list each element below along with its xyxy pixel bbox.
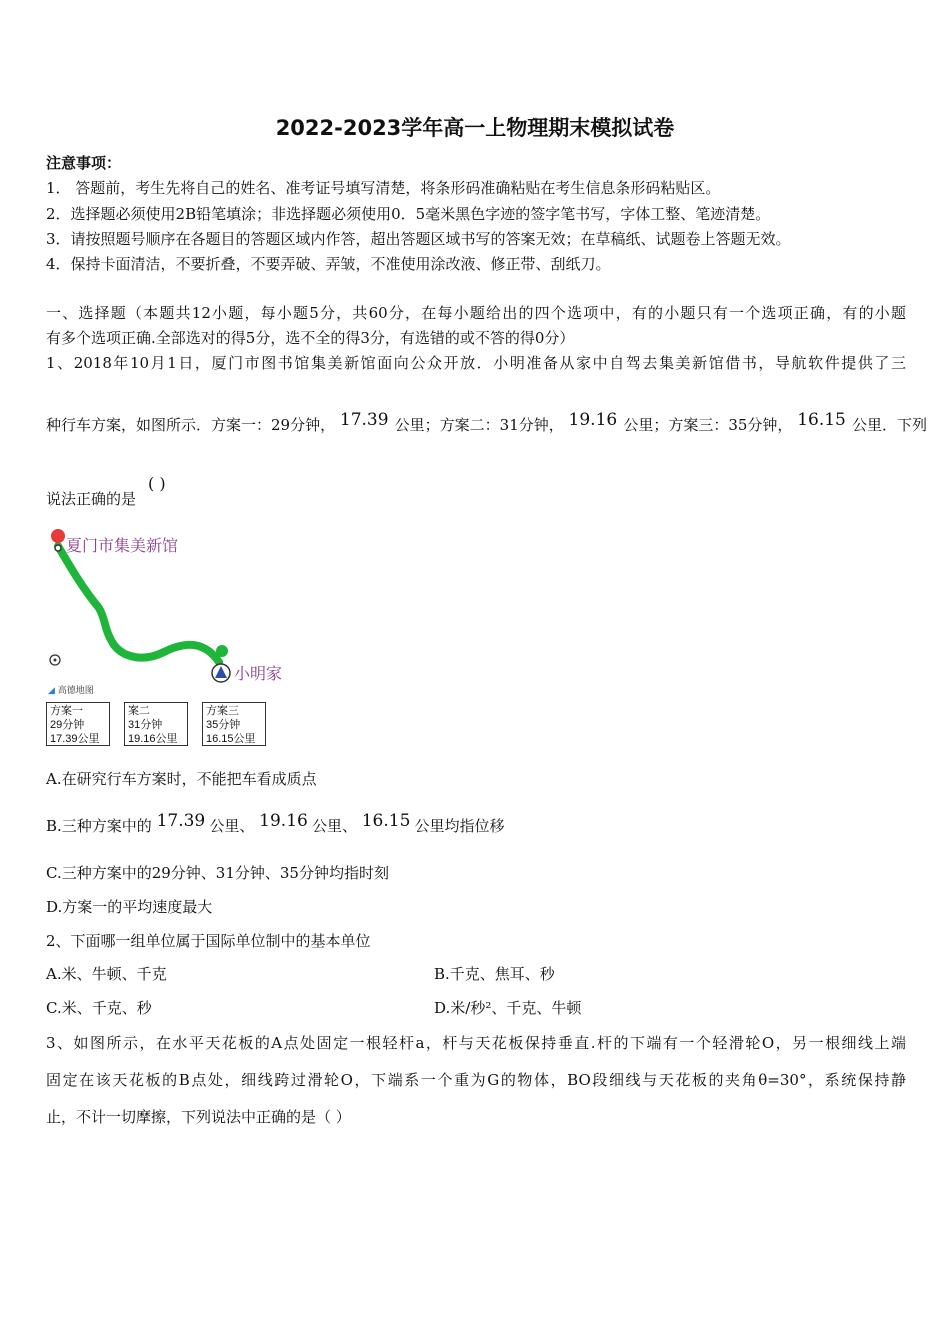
- q1-distance-2: 19.16: [568, 410, 618, 430]
- plan-name: 方案一: [50, 705, 83, 717]
- q2-option-a: A.米、牛顿、千克: [46, 965, 167, 983]
- plan-box-2[interactable]: [124, 702, 188, 746]
- q1-text: 公里．下列: [851, 416, 927, 434]
- amap-logo-icon: ◢: [48, 686, 55, 696]
- q1-option-b: [46, 811, 505, 836]
- q3-stem-line2: 固定在该天花板的B点处，细线跨过滑轮O，下端系一个重为G的物体，BO段细线与天花板的夹角θ=30°，系统保持静: [46, 1071, 906, 1089]
- plan-time: 31分钟: [128, 719, 163, 731]
- q2-option-d: D.米/秒²、千克、牛顿: [434, 999, 582, 1017]
- home-label: 小明家: [234, 664, 283, 683]
- q1-stem-line2: [46, 410, 927, 435]
- map-logo: [48, 683, 94, 696]
- route-map: [44, 520, 294, 750]
- q1-distance-3: 16.15: [797, 410, 846, 430]
- notice-item: 1． 答题前，考生先将自己的姓名、准考证号填写清楚，将条形码准确粘贴在考生信息条形码粘贴区。: [46, 179, 721, 197]
- plan-distance: 19.16公里: [128, 733, 178, 745]
- q2-option-c: C.米、千克、秒: [46, 999, 152, 1017]
- q1-option-b-value-2: 19.16: [259, 811, 308, 831]
- q2-option-b: B.千克、焦耳、秒: [434, 965, 555, 983]
- destination-label: 夏门市集美新馆: [66, 536, 179, 555]
- plan-box-3[interactable]: [202, 702, 266, 746]
- route-line: [58, 546, 219, 662]
- plan-time: 29分钟: [50, 719, 85, 731]
- q1-option-c: C.三种方案中的29分钟、31分钟、35分钟均指时刻: [46, 864, 389, 882]
- q1-option-b-text: 公里、: [209, 817, 255, 835]
- q2-stem: 2、下面哪一组单位属于国际单位制中的基本单位: [46, 932, 371, 950]
- section-heading: 一、选择题（本题共12小题，每小题5分，共60分，在每小题给出的四个选项中，有的小题只有一个选项正确，有的小题: [46, 304, 906, 322]
- destination-pin-icon: [51, 529, 65, 543]
- q1-option-b-text: B.三种方案中的: [46, 817, 152, 835]
- plan-time: 35分钟: [206, 719, 241, 731]
- plan-name: 方案三: [206, 705, 239, 717]
- answer-paren: ( ): [148, 474, 166, 493]
- notice-item: 3．请按照题号顺序在各题目的答题区域内作答，超出答题区域书写的答案无效；在草稿纸、试题卷上答题无效。: [46, 230, 791, 248]
- q1-text: 公里；方案三：35分钟，: [623, 416, 793, 434]
- plan-distance: 17.39公里: [50, 733, 100, 745]
- locate-icon-dot: [54, 659, 57, 662]
- q1-text: 公里；方案二：31分钟，: [394, 416, 564, 434]
- q1-stem-line3: 说法正确的是: [46, 490, 137, 508]
- start-pin-icon: [216, 645, 228, 657]
- notice-item: 2．选择题必须使用2B铅笔填涂；非选择题必须使用0．5毫米黑色字迹的签字笔书写，字体工整、笔迹清楚。: [46, 205, 771, 223]
- plan-box-1[interactable]: [46, 702, 110, 746]
- map-logo-text: 高德地图: [57, 686, 94, 696]
- q1-option-d: D.方案一的平均速度最大: [46, 898, 213, 916]
- q1-stem-line1: 1、2018年10月1日，厦门市图书馆集美新馆面向公众开放．小明准备从家中自驾去集美新馆借书，导航软件提供了三: [46, 354, 906, 372]
- notice-item: 4．保持卡面清洁，不要折叠，不要弄破、弄皱，不准使用涂改液、修正带、刮纸刀。: [46, 255, 611, 273]
- q1-option-b-value-3: 16.15: [361, 811, 411, 831]
- section-heading-cont: 有多个选项正确.全部选对的得5分，选不全的得3分，有选错的或不答的得0分）: [46, 329, 575, 347]
- destination-dot-icon: [55, 545, 61, 551]
- plan-distance: 16.15公里: [206, 733, 256, 745]
- q1-text: 种行车方案，如图所示．方案一：29分钟，: [46, 416, 336, 434]
- plan-name: 案二: [128, 705, 150, 717]
- q1-option-a: A.在研究行车方案时，不能把车看成质点: [46, 770, 317, 788]
- q1-option-b-text: 公里、: [311, 817, 357, 835]
- notice-heading: 注意事项：: [46, 154, 122, 172]
- page-title: 2022-2023学年高一上物理期末模拟试卷: [275, 116, 675, 140]
- q3-stem-line3: 止，不计一切摩擦，下列说法中正确的是（ ）: [46, 1108, 351, 1126]
- q1-option-b-text: 公里均指位移: [414, 817, 505, 835]
- q1-distance-1: 17.39: [339, 410, 389, 430]
- q3-stem-line1: 3、如图所示，在水平天花板的A点处固定一根轻杆a，杆与天花板保持垂直.杆的下端有一个轻滑轮O，另一根细线上端: [46, 1034, 906, 1052]
- q1-option-b-value-1: 17.39: [156, 811, 206, 831]
